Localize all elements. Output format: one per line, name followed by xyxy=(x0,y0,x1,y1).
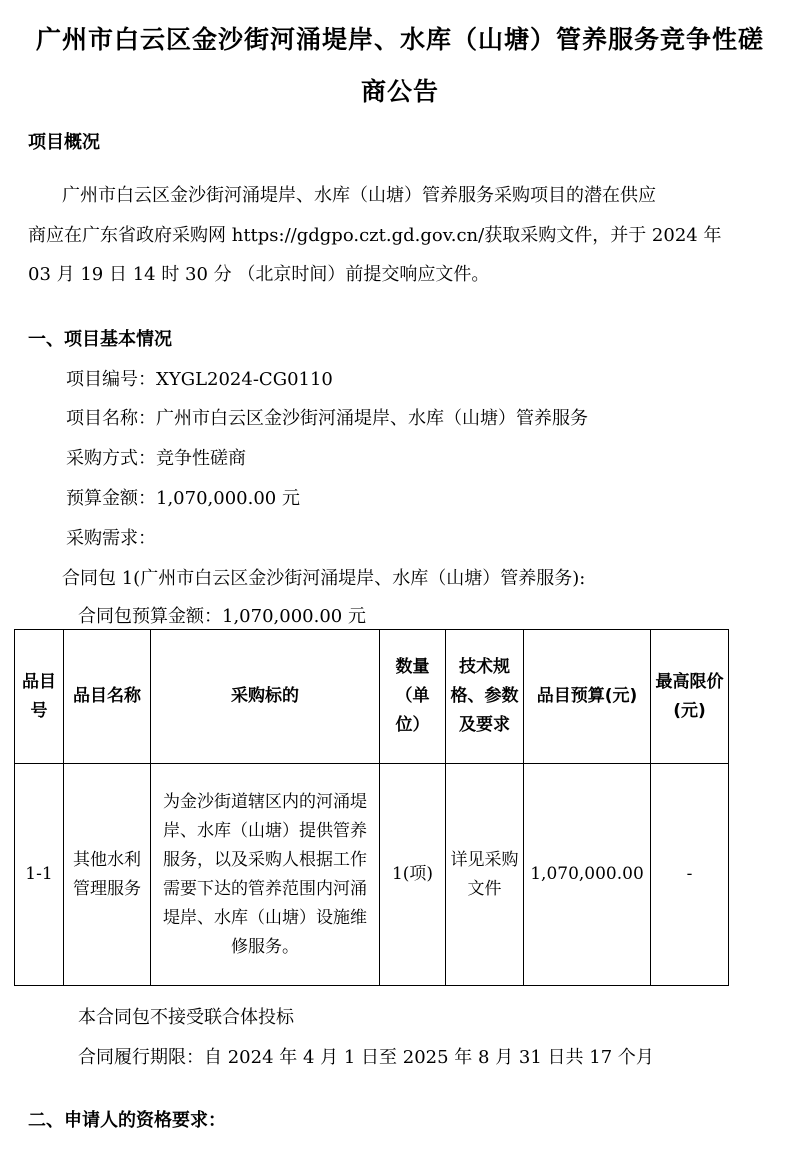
procurement-demand: 采购需求： xyxy=(66,528,156,549)
no-consortium-note: 本合同包不接受联合体投标 xyxy=(78,1007,294,1028)
section-1-heading: 一、项目基本情况 xyxy=(28,329,172,350)
overview-text-line-3: 03 月 19 日 14 时 30 分 （北京时间）前提交响应文件。 xyxy=(28,264,490,285)
header-max-price: 最高限价(元) xyxy=(651,630,729,764)
cell-specifications: 详见采购文件 xyxy=(446,764,524,986)
overview-heading: 项目概况 xyxy=(28,132,100,153)
budget-amount: 预算金额：1,070,000.00 元 xyxy=(66,488,300,509)
cell-item-budget: 1,070,000.00 xyxy=(524,764,651,986)
header-quantity: 数量（单位） xyxy=(380,630,446,764)
cell-max-price: - xyxy=(651,764,729,986)
project-name: 项目名称：广州市白云区金沙街河涌堤岸、水库（山塘）管养服务 xyxy=(66,408,588,429)
contract-package: 合同包 1(广州市白云区金沙街河涌堤岸、水库（山塘）管养服务): xyxy=(62,568,586,589)
header-specifications: 技术规格、参数及要求 xyxy=(446,630,524,764)
header-item-number: 品目号 xyxy=(15,630,64,764)
cell-quantity: 1(项) xyxy=(380,764,446,986)
table-row xyxy=(15,764,729,986)
procurement-items-table xyxy=(14,629,729,986)
contract-package-budget: 合同包预算金额：1,070,000.00 元 xyxy=(78,606,366,627)
header-item-budget: 品目预算(元) xyxy=(524,630,651,764)
header-procurement-target: 采购标的 xyxy=(151,630,380,764)
overview-text-line-2: 商应在广东省政府采购网 https://gdgpo.czt.gd.gov.cn/获取采购文件，并于 2024 年 xyxy=(28,225,722,246)
cell-item-number: 1-1 xyxy=(15,764,64,986)
project-number: 项目编号：XYGL2024-CG0110 xyxy=(66,369,333,390)
header-item-name: 品目名称 xyxy=(64,630,151,764)
section-2-heading: 二、申请人的资格要求： xyxy=(28,1110,226,1131)
overview-text-line-1: 广州市白云区金沙街河涌堤岸、水库（山塘）管养服务采购项目的潜在供应 xyxy=(62,185,656,206)
cell-procurement-target: 为金沙街道辖区内的河涌堤岸、水库（山塘）提供管养服务，以及采购人根据工作需要下达的管养范围内河涌堤岸、水库（山塘）设施维修服务。 xyxy=(151,764,380,986)
table-header-row xyxy=(15,630,729,764)
cell-item-name: 其他水利管理服务 xyxy=(64,764,151,986)
page-title-line-2: 商公告 xyxy=(360,77,439,106)
page-title-line-1: 广州市白云区金沙街河涌堤岸、水库（山塘）管养服务竞争性磋 xyxy=(35,25,764,54)
procurement-method: 采购方式：竞争性磋商 xyxy=(66,448,246,469)
contract-period: 合同履行期限：自 2024 年 4 月 1 日至 2025 年 8 月 31 日共 17 个月 xyxy=(78,1047,654,1068)
